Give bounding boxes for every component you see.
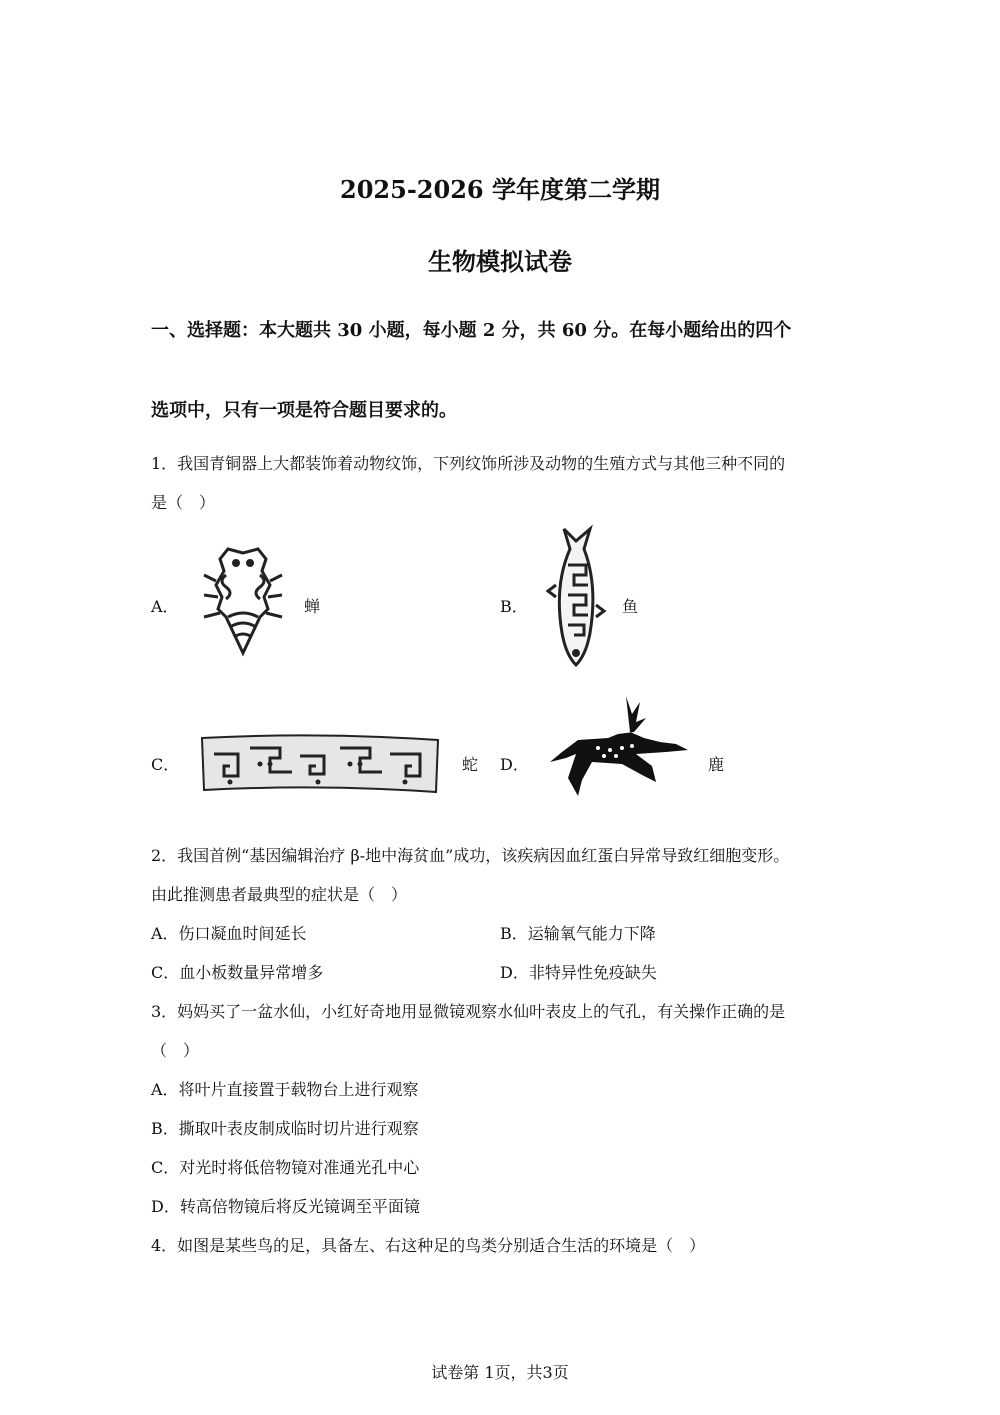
snake-pattern-icon <box>200 734 440 796</box>
question-1-option-a-letter[interactable]: A． <box>151 597 179 616</box>
section-heading-line1: 一、选择题：本大题共 30 小题，每小题 2 分，共 60 分。在每小题给出的四个 <box>151 320 792 341</box>
question-2-option-a[interactable]: A．伤口凝血时间延长 <box>151 924 307 943</box>
question-1-option-c-caption: 蛇 <box>462 755 479 774</box>
question-3-option-b[interactable]: B．撕取叶表皮制成临时切片进行观察 <box>151 1119 419 1138</box>
question-3-option-d[interactable]: D．转高倍物镜后将反光镜调至平面镜 <box>151 1197 420 1216</box>
fish-pattern-icon <box>546 525 608 669</box>
question-3-option-a[interactable]: A．将叶片直接置于载物台上进行观察 <box>151 1080 419 1099</box>
page-subtitle: 生物模拟试卷 <box>428 247 572 276</box>
deer-pattern-icon <box>548 692 690 798</box>
question-1-option-d-letter[interactable]: D． <box>500 755 529 774</box>
question-1-option-b-caption: 鱼 <box>622 597 639 616</box>
question-3-stem-line2: （ ） <box>151 1041 200 1060</box>
question-1-option-b-letter[interactable]: B． <box>500 597 528 616</box>
section-heading-line2: 选项中，只有一项是符合题目要求的。 <box>151 400 457 421</box>
question-1-stem-line1: 1．我国青铜器上大都装饰着动物纹饰，下列纹饰所涉及动物的生殖方式与其他三种不同的 <box>151 454 786 473</box>
question-2-option-d[interactable]: D．非特异性免疫缺失 <box>500 963 657 982</box>
question-2-stem-line2: 由此推测患者最典型的症状是（ ） <box>151 885 408 904</box>
cicada-pattern-icon <box>198 545 288 657</box>
question-1-option-c-letter[interactable]: C． <box>151 755 180 774</box>
page-title: 2025-2026 学年度第二学期 <box>340 175 660 204</box>
question-2-option-c[interactable]: C．血小板数量异常增多 <box>151 963 324 982</box>
question-2-stem-line1: 2．我国首例“基因编辑治疗 β-地中海贫血”成功，该疾病因血红蛋白异常导致红细胞变形。 <box>151 846 790 865</box>
question-1-stem-line2: 是（ ） <box>151 493 216 512</box>
question-2-option-b[interactable]: B．运输氧气能力下降 <box>500 924 656 943</box>
question-1-option-d-caption: 鹿 <box>708 755 725 774</box>
question-1-option-a-caption: 蝉 <box>304 597 321 616</box>
question-3-option-c[interactable]: C．对光时将低倍物镜对准通光孔中心 <box>151 1158 420 1177</box>
page-footer: 试卷第 1页，共3页 <box>431 1363 569 1382</box>
question-4-stem-line1: 4．如图是某些鸟的足，具备左、右这种足的鸟类分别适合生活的环境是（ ） <box>151 1236 706 1255</box>
question-3-stem-line1: 3．妈妈买了一盆水仙，小红好奇地用显微镜观察水仙叶表皮上的气孔，有关操作正确的是 <box>151 1002 786 1021</box>
